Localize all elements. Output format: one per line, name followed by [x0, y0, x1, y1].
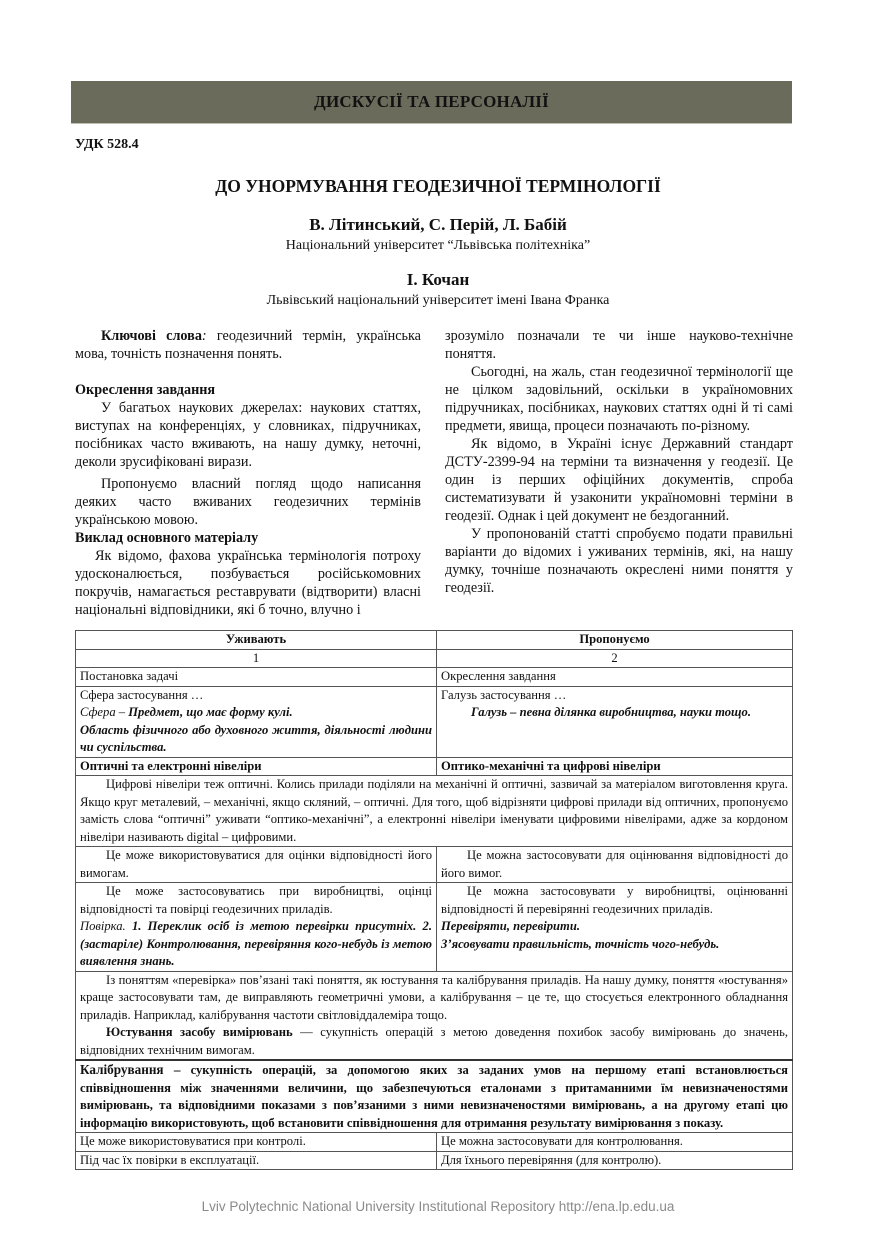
paragraph: Сьогодні, на жаль, стан геодезичної термінології ще не цілком задовільний, оскільки в україномовних підручниках, посібниках, наукових статтях одні й ті самі предмети, явища, процеси позначають по-різному. — [445, 364, 793, 434]
keywords-label: Ключові слова — [101, 328, 202, 344]
table-cell: Це можна застосовувати для контролювання. — [437, 1133, 793, 1152]
table-row — [76, 776, 793, 847]
paragraph: зрозуміло позначали те чи інше науково-технічне поняття. — [445, 328, 793, 362]
table-row — [76, 1133, 793, 1152]
terms-table — [75, 630, 793, 1170]
udk-code: УДК 528.4 — [75, 137, 139, 152]
table-row — [76, 1151, 793, 1170]
column-number: 1 — [76, 649, 437, 668]
table-row — [76, 1060, 793, 1133]
table-row — [76, 668, 793, 687]
table-cell: Це може використовуватися при контролі. — [76, 1133, 437, 1152]
paragraph: Пропонуємо власний погляд щодо написання деяких часто вживаних геодезичних термінів українською мовою. — [75, 476, 421, 528]
table-row — [76, 686, 793, 757]
affiliation-2: Львівський національний університет імені Івана Франка — [266, 293, 610, 308]
authors-group-1: В. Літинський, С. Перій, Л. Бабій — [309, 215, 567, 234]
column-header-proposed: Пропонуємо — [437, 631, 793, 650]
section-banner-title: ДИСКУСІЇ ТА ПЕРСОНАЛІЇ — [314, 92, 549, 111]
section-heading-task: Окреслення завдання — [75, 382, 216, 398]
paragraph: Як відомо, в Україні існує Державний стандарт ДСТУ-2399-94 на терміни та визначення у геодезії. Це один із перших офіційних документів, спроба систематизувати й узаконити україномовні терміни в геодезії. Однак і цей документ не бездоганний. — [445, 436, 793, 524]
table-header-row — [76, 631, 793, 650]
table-cell: Це може застосовуватись при виробництві, оцінці відповідності та повірці геодезичних приладів. Повірка. 1. Переклик осіб із метою перевірки присутніх. 2. (застаріле) Контролювання, перевіряння кого-небудь із метою виявлення знань. — [76, 883, 437, 972]
table-cell: Постановка задачі — [76, 668, 437, 687]
table-cell: Це можна застосовувати для оцінювання відповідності до його вимог. — [437, 847, 793, 883]
table-note-cell: Цифрові нівеліри теж оптичні. Колись прилади поділяли на механічні й оптичні, зазвичай за матеріалом виготовлення круга. Якщо круг металевий, – механічні, якщо скляний, – оптичні. Для того, щоб відрізняти цифрові прилади від оптичних, пропонуємо замість слова “оптичні” уживати “оптико-механічні”, а електронні нівеліри іменувати цифровими нівелірами, адже за кордоном нівеліри називають digital – цифровими. — [76, 776, 793, 847]
repository-footer: Lviv Polytechnic National University Institutional Repository http://ena.lp.edu.ua — [201, 1199, 675, 1214]
section-banner — [71, 81, 792, 124]
column-header-used: Уживають — [76, 631, 437, 650]
right-column — [445, 327, 793, 597]
table-cell: Оптичні та електронні нівеліри — [76, 757, 437, 776]
table-number-row — [76, 649, 793, 668]
table-note-cell: Із поняттям «перевірка» пов’язані такі поняття, як юстування та калібрування приладів. На нашу думку, поняття «юстування» краще застосовувати там, де виправляють геометричні умови, а калібрування – це те, що стосується електронного обладнання приладів. Наприклад, калібрування частоти світловіддалеміра тощо. Юстування засобу вимірювань — сукупність операцій з метою доведення похибок засобу вимірювань до значень, відповідних технічним вимогам. — [76, 971, 793, 1060]
authors-group-2: І. Кочан — [406, 270, 470, 289]
table-cell: Оптико-механічні та цифрові нівеліри — [437, 757, 793, 776]
table-row — [76, 883, 793, 972]
table-cell: Це може використовуватися для оцінки відповідності його вимогам. — [76, 847, 437, 883]
table-cell: Окреслення завдання — [437, 668, 793, 687]
paper-title: ДО УНОРМУВАННЯ ГЕОДЕЗИЧНОЇ ТЕРМІНОЛОГІЇ — [215, 176, 661, 196]
section-heading-main: Виклад основного матеріалу — [75, 530, 259, 546]
table-definition-cell: Калібрування – сукупність операцій, за допомогою яких за заданих умов на першому етапі встановлюється співвідношення між значеннями величини, що забезпечуються еталонами з притаманними їм невизначеностями вимірювань, та відповідними показами з пов’язаними з ними невизначеностями вимірювань, а на другому етапі цю інформацію використовують, щоб встановити співвідношення для отримання результату вимірювання з показу. — [76, 1060, 793, 1133]
paragraph: У багатьох наукових джерелах: наукових статтях, виступах на конференціях, у словниках, підручниках, посібниках часто вживають, на нашу думку, неточні, деколи зрусифіковані вирази. — [75, 400, 421, 470]
keywords-paragraph: Ключові слова: геодезичний термін, українська мова, точність позначення понять. — [75, 328, 421, 362]
table-cell: Сфера застосування … Сфера – Предмет, що має форму кулі. Область фізичного або духовного життя, діяльності людини чи суспільства. — [76, 686, 437, 757]
table-row — [76, 847, 793, 883]
keywords-text: геодезичний термін, українська мова, точність позначення понять. — [75, 328, 421, 362]
left-column — [75, 327, 421, 619]
table-row — [76, 971, 793, 1060]
table-cell: Для їхнього перевіряння (для контролю). — [437, 1151, 793, 1170]
column-number: 2 — [437, 649, 793, 668]
table-row — [76, 757, 793, 776]
affiliation-1: Національний університет “Львівська політехніка” — [285, 238, 591, 253]
table-cell: Це можна застосовувати у виробництві, оцінюванні відповідності й перевірянні геодезичних приладів. Перевіряти, перевірити. З’ясовувати правильність, точність чого-небудь. — [437, 883, 793, 972]
paragraph: Як відомо, фахова українська термінологія потроху удосконалюється, позбувається російськомовних покручів, намагається реставрувати (відтворити) власні національні відповідники, які б точно, влучно і — [75, 548, 421, 618]
paragraph: У пропонованій статті спробуємо подати правильні варіанти до відомих і уживаних термінів, які, на нашу думку, точніше позначають окреслені ними поняття у геодезії. — [445, 526, 793, 596]
table-cell: Галузь застосування … Галузь – певна ділянка виробництва, науки тощо. — [437, 686, 793, 757]
table-cell: Під час їх повірки в експлуатації. — [76, 1151, 437, 1170]
